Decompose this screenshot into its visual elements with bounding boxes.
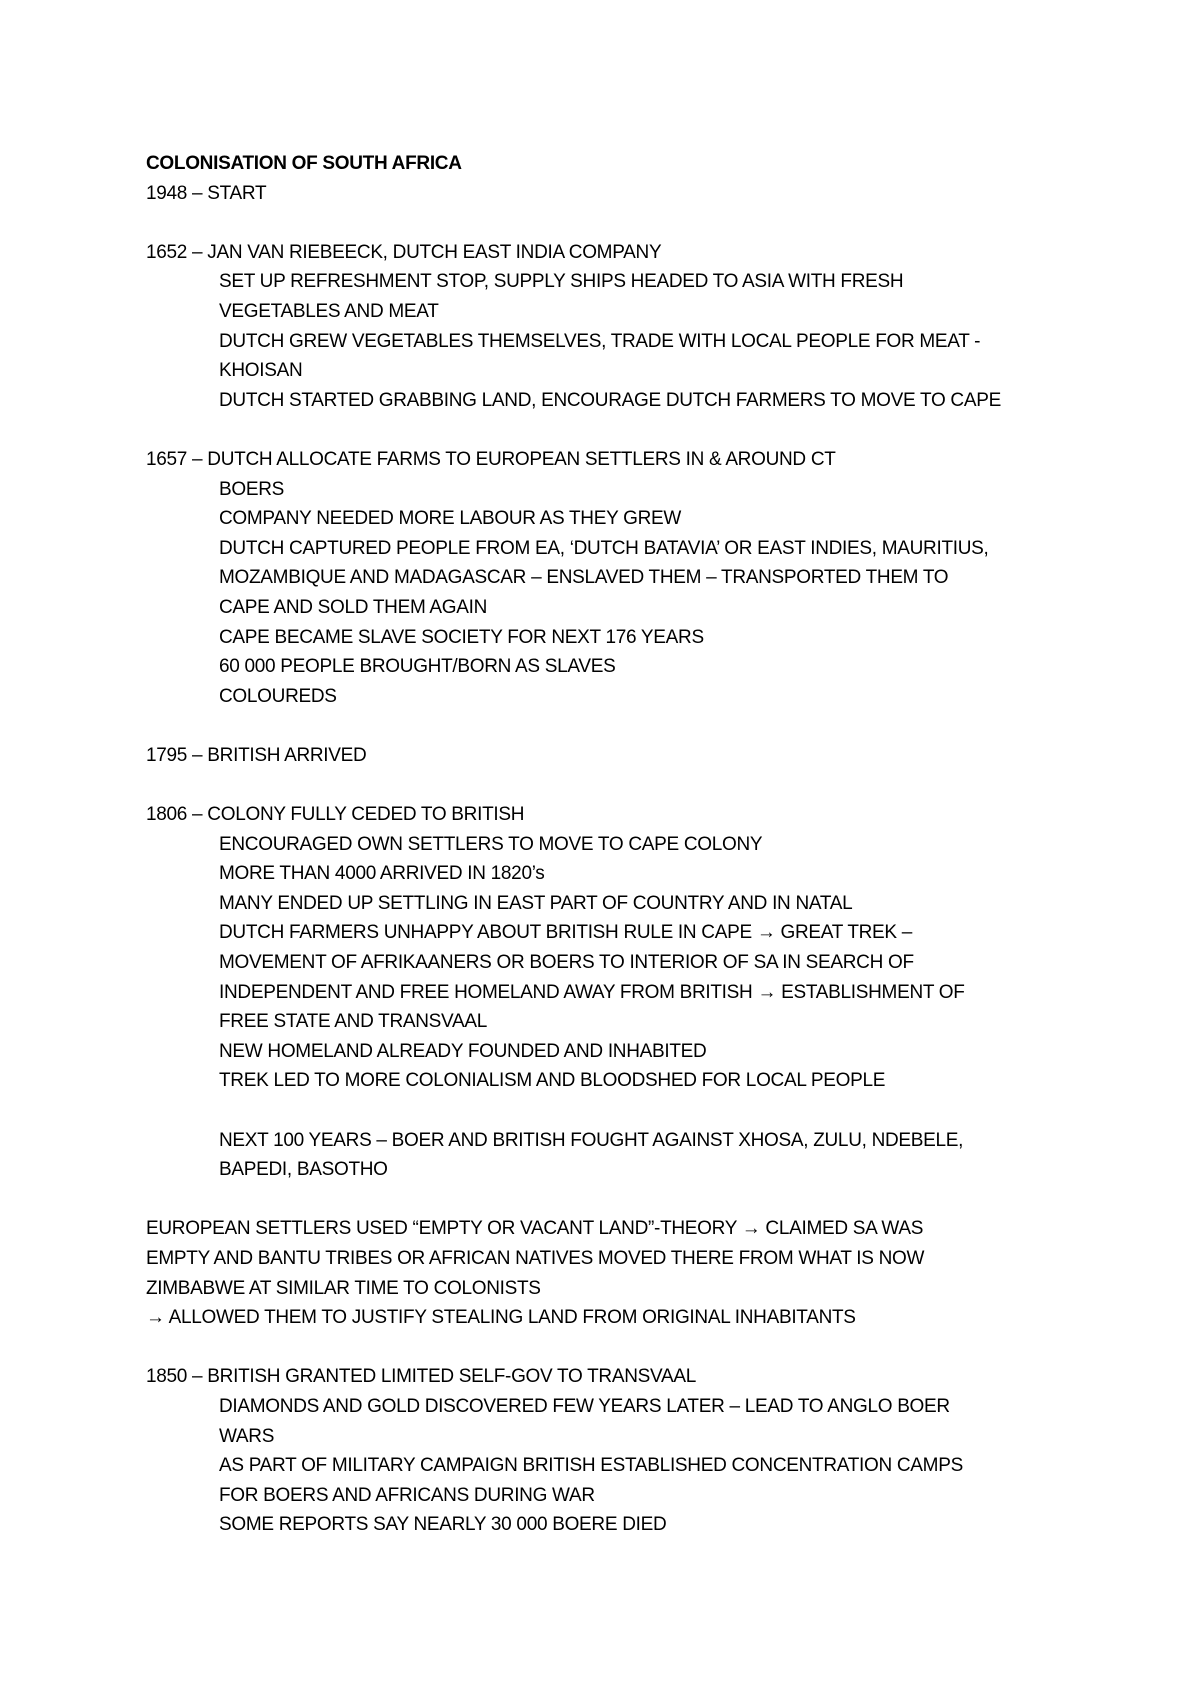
intro-line: 1948 – START bbox=[146, 182, 267, 204]
bullet-line: FREE STATE AND TRANSVAAL bbox=[219, 1011, 488, 1033]
heading-line: 1657 – DUTCH ALLOCATE FARMS TO EUROPEAN SETTLERS IN & AROUND CT bbox=[146, 448, 836, 470]
section-gap bbox=[146, 1185, 1086, 1215]
section-7 bbox=[146, 1362, 1086, 1540]
section-gap bbox=[146, 208, 1086, 238]
section-gap bbox=[146, 415, 1086, 445]
bullet-line: MOVEMENT OF AFRIKAANERS OR BOERS TO INTERIOR OF SA IN SEARCH OF bbox=[219, 952, 914, 974]
heading-line: → ALLOWED THEM TO JUSTIFY STEALING LAND FROM ORIGINAL INHABITANTS bbox=[146, 1307, 856, 1329]
section-2 bbox=[146, 445, 1086, 711]
section-1 bbox=[146, 238, 1086, 416]
heading-line: 1652 – JAN VAN RIEBEECK, DUTCH EAST INDIA COMPANY bbox=[146, 241, 662, 263]
bullet-line: MORE THAN 4000 ARRIVED IN 1820’s bbox=[219, 863, 545, 885]
bullet-line: NEXT 100 YEARS – BOER AND BRITISH FOUGHT AGAINST XHOSA, ZULU, NDEBELE, bbox=[219, 1129, 964, 1151]
section-4 bbox=[146, 800, 1086, 1096]
bullet-line: COLOUREDS bbox=[219, 685, 337, 707]
bullet-line: ENCOURAGED OWN SETTLERS TO MOVE TO CAPE COLONY bbox=[219, 833, 763, 855]
bullet-line: COMPANY NEEDED MORE LABOUR AS THEY GREW bbox=[219, 508, 681, 530]
section-3 bbox=[146, 741, 1086, 771]
bullet-line: MANY ENDED UP SETTLING IN EAST PART OF COUNTRY AND IN NATAL bbox=[219, 892, 853, 914]
section-6 bbox=[146, 1214, 1086, 1332]
heading-line: 1795 – BRITISH ARRIVED bbox=[146, 744, 367, 766]
document-title: COLONISATION OF SOUTH AFRICA bbox=[146, 153, 462, 174]
bullet-line: SOME REPORTS SAY NEARLY 30 000 BOERE DIED bbox=[219, 1514, 667, 1536]
bullet-line: TREK LED TO MORE COLONIALISM AND BLOODSHED FOR LOCAL PEOPLE bbox=[219, 1070, 886, 1092]
document-body bbox=[146, 208, 1086, 1540]
bullet-line: KHOISAN bbox=[219, 360, 303, 382]
bullet-line: BOERS bbox=[219, 478, 285, 500]
section-gap bbox=[146, 1096, 1086, 1126]
bullet-line: DUTCH GREW VEGETABLES THEMSELVES, TRADE WITH LOCAL PEOPLE FOR MEAT - bbox=[219, 330, 981, 352]
bullet-line: AS PART OF MILITARY CAMPAIGN BRITISH ESTABLISHED CONCENTRATION CAMPS bbox=[219, 1455, 963, 1477]
bullet-line: BAPEDI, BASOTHO bbox=[219, 1159, 388, 1181]
heading-line: ZIMBABWE AT SIMILAR TIME TO COLONISTS bbox=[146, 1277, 541, 1299]
bullet-line: DUTCH FARMERS UNHAPPY ABOUT BRITISH RULE IN CAPE → GREAT TREK – bbox=[219, 922, 913, 944]
section-gap bbox=[146, 1333, 1086, 1363]
bullet-line: NEW HOMELAND ALREADY FOUNDED AND INHABITED bbox=[219, 1040, 707, 1062]
bullet-line: INDEPENDENT AND FREE HOMELAND AWAY FROM BRITISH → ESTABLISHMENT OF bbox=[219, 981, 965, 1003]
heading-line: 1850 – BRITISH GRANTED LIMITED SELF-GOV TO TRANSVAAL bbox=[146, 1366, 696, 1388]
bullet-line: CAPE AND SOLD THEM AGAIN bbox=[219, 596, 488, 618]
bullet-line: WARS bbox=[219, 1425, 275, 1447]
bullet-line: CAPE BECAME SLAVE SOCIETY FOR NEXT 176 YEARS bbox=[219, 626, 704, 648]
bullet-line: DIAMONDS AND GOLD DISCOVERED FEW YEARS LATER – LEAD TO ANGLO BOER bbox=[219, 1395, 950, 1417]
section-5 bbox=[146, 1126, 1086, 1185]
section-gap bbox=[146, 711, 1086, 741]
bullet-line: FOR BOERS AND AFRICANS DURING WAR bbox=[219, 1484, 595, 1506]
bullet-line: SET UP REFRESHMENT STOP, SUPPLY SHIPS HEADED TO ASIA WITH FRESH bbox=[219, 271, 904, 293]
heading-line: EMPTY AND BANTU TRIBES OR AFRICAN NATIVES MOVED THERE FROM WHAT IS NOW bbox=[146, 1247, 925, 1269]
bullet-line: 60 000 PEOPLE BROUGHT/BORN AS SLAVES bbox=[219, 656, 616, 678]
heading-line: 1806 – COLONY FULLY CEDED TO BRITISH bbox=[146, 804, 525, 826]
document-page bbox=[146, 149, 1086, 1540]
bullet-line: DUTCH CAPTURED PEOPLE FROM EA, ‘DUTCH BATAVIA’ OR EAST INDIES, MAURITIUS, bbox=[219, 537, 989, 559]
bullet-line: MOZAMBIQUE AND MADAGASCAR – ENSLAVED THEM – TRANSPORTED THEM TO bbox=[219, 567, 949, 589]
bullet-line: VEGETABLES AND MEAT bbox=[219, 300, 439, 322]
heading-line: EUROPEAN SETTLERS USED “EMPTY OR VACANT LAND”-THEORY → CLAIMED SA WAS bbox=[146, 1218, 924, 1240]
bullet-line: DUTCH STARTED GRABBING LAND, ENCOURAGE DUTCH FARMERS TO MOVE TO CAPE bbox=[219, 389, 1001, 411]
section-gap bbox=[146, 770, 1086, 800]
